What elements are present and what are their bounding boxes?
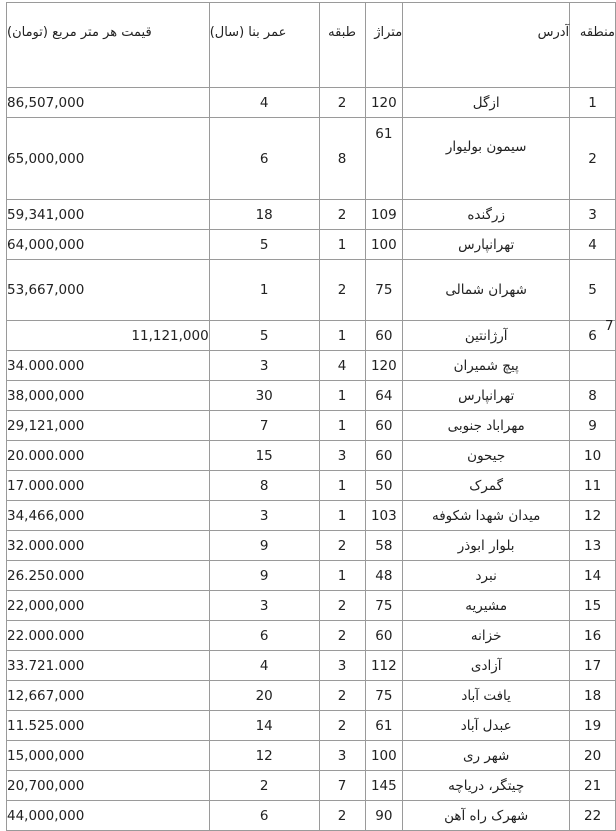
cell-age: 4 — [209, 88, 319, 118]
cell-address: میدان شهدا شکوفه — [403, 501, 570, 531]
cell-region: 17 — [570, 651, 616, 681]
cell-floor: 2 — [319, 801, 365, 831]
cell-price: 17.000.000 — [7, 471, 210, 501]
cell-price: 44,000,000 — [7, 801, 210, 831]
cell-age: 2 — [209, 771, 319, 801]
row-7-region-number: 7 — [605, 318, 614, 334]
cell-floor: 1 — [319, 471, 365, 501]
cell-age: 7 — [209, 411, 319, 441]
cell-area: 61 — [365, 118, 403, 200]
cell-region: 11 — [570, 471, 616, 501]
price-table — [6, 2, 616, 831]
cell-age: 6 — [209, 621, 319, 651]
cell-address: خزانه — [403, 621, 570, 651]
cell-area: 61 — [365, 711, 403, 741]
cell-area: 64 — [365, 381, 403, 411]
cell-floor: 3 — [319, 651, 365, 681]
cell-area: 100 — [365, 230, 403, 260]
cell-floor: 2 — [319, 621, 365, 651]
table-row — [7, 471, 616, 501]
table-row — [7, 200, 616, 230]
cell-price: 64,000,000 — [7, 230, 210, 260]
cell-area: 120 — [365, 88, 403, 118]
cell-floor: 1 — [319, 381, 365, 411]
cell-address: چیتگر، دریاچه — [403, 771, 570, 801]
cell-region: 9 — [570, 411, 616, 441]
cell-region: 14 — [570, 561, 616, 591]
cell-age: 5 — [209, 230, 319, 260]
table-row — [7, 118, 616, 200]
table-row — [7, 88, 616, 118]
cell-age: 6 — [209, 801, 319, 831]
cell-address: شهرک راه آهن — [403, 801, 570, 831]
cell-age: 9 — [209, 561, 319, 591]
cell-floor: 2 — [319, 531, 365, 561]
cell-area: 60 — [365, 411, 403, 441]
cell-region: 6 — [570, 321, 616, 351]
cell-age: 6 — [209, 118, 319, 200]
cell-address: شهران شمالی — [403, 260, 570, 321]
cell-region: 10 — [570, 441, 616, 471]
cell-floor: 2 — [319, 591, 365, 621]
cell-address: شهر ری — [403, 741, 570, 771]
cell-address: پیچ شمیران — [403, 351, 570, 381]
cell-region: 8 — [570, 381, 616, 411]
cell-area: 48 — [365, 561, 403, 591]
cell-floor: 3 — [319, 741, 365, 771]
cell-area: 103 — [365, 501, 403, 531]
cell-region: 2 — [570, 118, 616, 200]
cell-floor: 1 — [319, 321, 365, 351]
cell-price: 38,000,000 — [7, 381, 210, 411]
cell-address: زرگنده — [403, 200, 570, 230]
cell-address: مهراباد جنوبی — [403, 411, 570, 441]
cell-region: 22 — [570, 801, 616, 831]
cell-floor: 4 — [319, 351, 365, 381]
cell-price: 86,507,000 — [7, 88, 210, 118]
cell-address: آرژانتین — [403, 321, 570, 351]
table-row — [7, 411, 616, 441]
cell-address: سیمون بولیوار — [403, 118, 570, 200]
cell-area: 60 — [365, 621, 403, 651]
cell-address: ازگل — [403, 88, 570, 118]
cell-floor: 1 — [319, 561, 365, 591]
cell-region: 16 — [570, 621, 616, 651]
cell-floor: 7 — [319, 771, 365, 801]
cell-price: 22,000,000 — [7, 591, 210, 621]
cell-age: 4 — [209, 651, 319, 681]
cell-floor: 2 — [319, 88, 365, 118]
header-building-age: عمر بنا (سال) — [209, 3, 319, 88]
cell-price: 26.250.000 — [7, 561, 210, 591]
cell-price: 20,700,000 — [7, 771, 210, 801]
cell-area: 60 — [365, 321, 403, 351]
cell-area: 75 — [365, 260, 403, 321]
header-floor: طبقه — [319, 3, 365, 88]
table-row — [7, 441, 616, 471]
header-address: آدرس — [403, 3, 570, 88]
cell-area: 90 — [365, 801, 403, 831]
cell-floor: 1 — [319, 411, 365, 441]
cell-area: 75 — [365, 681, 403, 711]
cell-region: 19 — [570, 711, 616, 741]
cell-price: 34,466,000 — [7, 501, 210, 531]
cell-address: نبرد — [403, 561, 570, 591]
cell-floor: 8 — [319, 118, 365, 200]
table-row — [7, 230, 616, 260]
cell-area: 50 — [365, 471, 403, 501]
cell-price: 59,341,000 — [7, 200, 210, 230]
cell-age: 30 — [209, 381, 319, 411]
table-row — [7, 651, 616, 681]
cell-region: 4 — [570, 230, 616, 260]
cell-price: 22.000.000 — [7, 621, 210, 651]
cell-floor: 2 — [319, 260, 365, 321]
table-header-row — [7, 3, 616, 88]
cell-floor: 2 — [319, 200, 365, 230]
table-row — [7, 381, 616, 411]
cell-age: 3 — [209, 351, 319, 381]
table-row — [7, 801, 616, 831]
cell-area: 60 — [365, 441, 403, 471]
cell-price: 53,667,000 — [7, 260, 210, 321]
cell-price: 34.000.000 — [7, 351, 210, 381]
cell-region: 3 — [570, 200, 616, 230]
table-row — [7, 741, 616, 771]
cell-price: 33.721.000 — [7, 651, 210, 681]
cell-age: 18 — [209, 200, 319, 230]
cell-area: 120 — [365, 351, 403, 381]
cell-age: 12 — [209, 741, 319, 771]
cell-region: 1 — [570, 88, 616, 118]
table-row — [7, 531, 616, 561]
cell-age: 9 — [209, 531, 319, 561]
cell-age: 3 — [209, 591, 319, 621]
cell-age: 3 — [209, 501, 319, 531]
cell-age: 1 — [209, 260, 319, 321]
cell-price: 20.000.000 — [7, 441, 210, 471]
cell-address: تهرانپارس — [403, 230, 570, 260]
cell-address: عبدل آباد — [403, 711, 570, 741]
table-row — [7, 260, 616, 321]
cell-address: تهرانپارس — [403, 381, 570, 411]
cell-address: بلوار ابوذر — [403, 531, 570, 561]
cell-floor: 3 — [319, 441, 365, 471]
cell-address: مشیریه — [403, 591, 570, 621]
cell-age: 20 — [209, 681, 319, 711]
table-row — [7, 591, 616, 621]
cell-region: 18 — [570, 681, 616, 711]
cell-price: 29,121,000 — [7, 411, 210, 441]
cell-region: 21 — [570, 771, 616, 801]
cell-floor: 1 — [319, 501, 365, 531]
cell-area: 100 — [365, 741, 403, 771]
cell-price: 15,000,000 — [7, 741, 210, 771]
cell-age: 5 — [209, 321, 319, 351]
cell-area: 145 — [365, 771, 403, 801]
table-row — [7, 321, 616, 351]
cell-address: یافت آباد — [403, 681, 570, 711]
cell-region: 20 — [570, 741, 616, 771]
cell-price: 11,121,000 — [7, 321, 210, 351]
cell-area: 75 — [365, 591, 403, 621]
cell-region — [570, 351, 616, 381]
table-row — [7, 681, 616, 711]
table-row — [7, 771, 616, 801]
cell-price: 11.525.000 — [7, 711, 210, 741]
cell-area: 58 — [365, 531, 403, 561]
table-row — [7, 561, 616, 591]
cell-area: 109 — [365, 200, 403, 230]
cell-price: 32.000.000 — [7, 531, 210, 561]
table-row — [7, 351, 616, 381]
cell-age: 8 — [209, 471, 319, 501]
cell-floor: 1 — [319, 230, 365, 260]
cell-region: 13 — [570, 531, 616, 561]
cell-age: 14 — [209, 711, 319, 741]
cell-region: 12 — [570, 501, 616, 531]
cell-region: 5 — [570, 260, 616, 321]
cell-price: 12,667,000 — [7, 681, 210, 711]
cell-floor: 2 — [319, 711, 365, 741]
cell-address: جیحون — [403, 441, 570, 471]
cell-region: 15 — [570, 591, 616, 621]
table-row — [7, 711, 616, 741]
header-area: متراژ — [365, 3, 403, 88]
header-region: منطقه — [570, 3, 616, 88]
cell-address: آزادی — [403, 651, 570, 681]
cell-price: 65,000,000 — [7, 118, 210, 200]
table-row — [7, 621, 616, 651]
table-row — [7, 501, 616, 531]
cell-area: 112 — [365, 651, 403, 681]
cell-address: گمرک — [403, 471, 570, 501]
cell-age: 15 — [209, 441, 319, 471]
cell-floor: 2 — [319, 681, 365, 711]
header-price-per-sqm: قیمت هر متر مربع (تومان) — [7, 3, 210, 88]
